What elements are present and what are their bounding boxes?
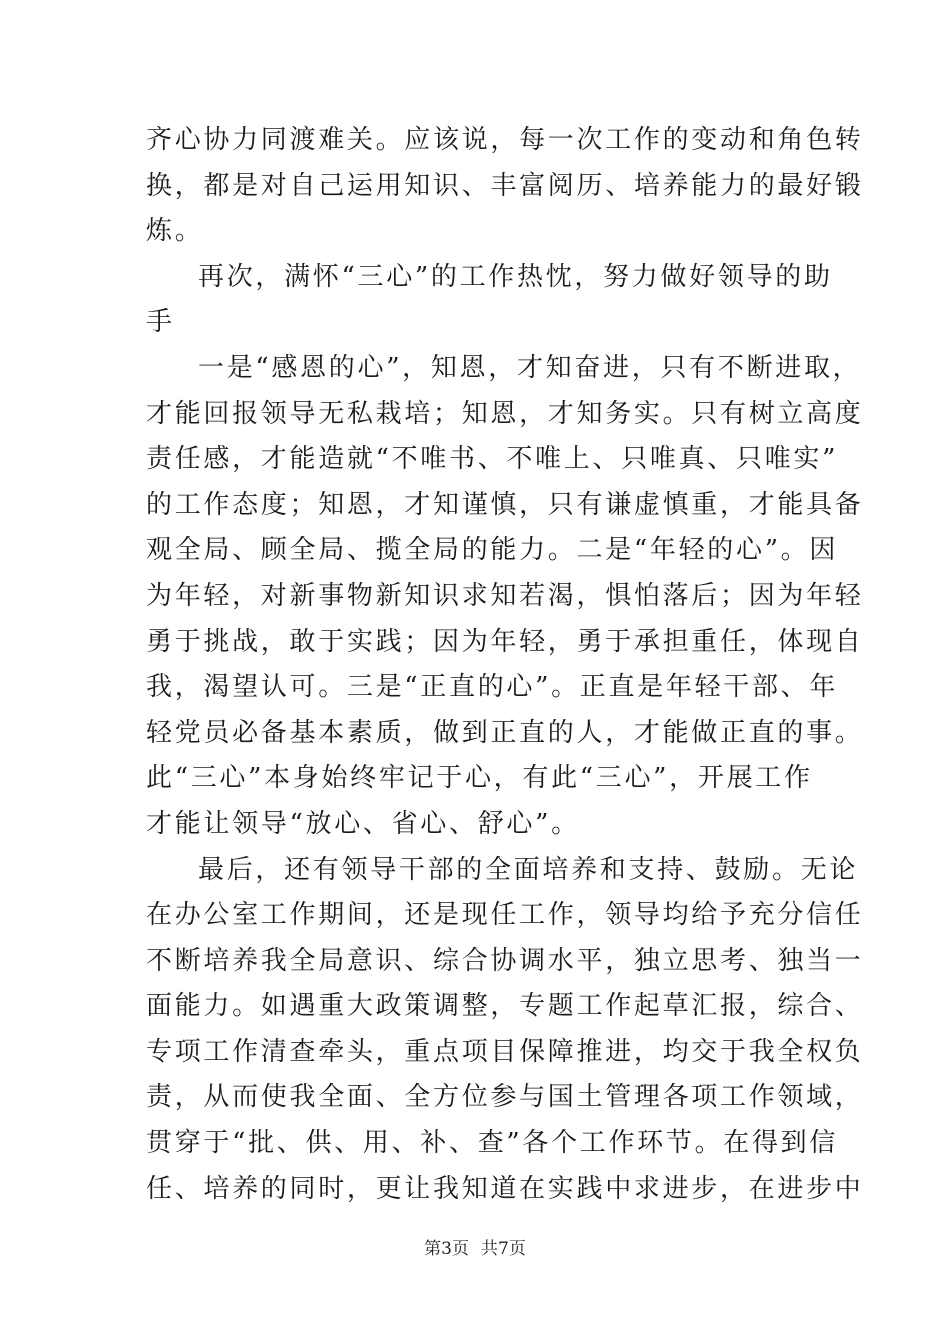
text-line: 勇于挑战，敢于实践；因为年轻，勇于承担重任，体现自	[146, 626, 864, 657]
text-line: 才能回报领导无私栽培；知恩，才知务实。只有树立高度	[146, 398, 864, 429]
text-line: 轻党员必备基本素质，做到正直的人，才能做正直的事。	[146, 717, 864, 748]
text-line: 为年轻，对新事物新知识求知若渴，惧怕落后；因为年轻	[146, 580, 864, 611]
text-line: 的工作态度；知恩，才知谨慎，只有谦虚慎重，才能具备	[146, 489, 864, 520]
text-line: 此“三心”本身始终牢记于心，有此“三心”，开展工作	[146, 763, 813, 794]
text-line: 炼。	[146, 216, 204, 247]
text-line: 最后，还有领导干部的全面培养和支持、鼓励。无论	[198, 854, 859, 885]
text-line: 再次，满怀“三心”的工作热忱，努力做好领导的助	[198, 261, 833, 292]
text-line: 手	[146, 307, 175, 338]
text-line: 一是“感恩的心”，知恩，才知奋进，只有不断进取，	[198, 352, 862, 383]
text-line: 不断培养我全局意识、综合协调水平，独立思考、独当一	[146, 945, 864, 976]
document-body	[146, 118, 864, 1212]
text-line: 齐心协力同渡难关。应该说，每一次工作的变动和角色转	[146, 125, 864, 155]
text-line: 观全局、顾全局、揽全局的能力。二是“年轻的心”。因	[146, 535, 839, 566]
text-line: 专项工作清查牵头，重点项目保障推进，均交于我全权负	[146, 1036, 864, 1067]
text-line: 才能让领导“放心、省心、舒心”。	[146, 808, 580, 839]
page-number: 第3页	[424, 1239, 469, 1259]
text-line: 面能力。如遇重大政策调整，专题工作起草汇报，综合、	[146, 991, 864, 1022]
text-line: 任、培养的同时，更让我知道在实践中求进步，在进步中	[146, 1173, 864, 1204]
text-line: 换，都是对自己运用知识、丰富阅历、培养能力的最好锻	[146, 170, 864, 201]
text-line: 责，从而使我全面、全方位参与国土管理各项工作领域，	[146, 1082, 864, 1113]
text-line: 在办公室工作期间，还是现任工作，领导均给予充分信任	[146, 900, 864, 931]
text-line: 贯穿于“批、供、用、补、查”各个工作环节。在得到信	[146, 1128, 839, 1159]
page-total: 共7页	[481, 1239, 526, 1259]
text-line: 责任感，才能造就“不唯书、不唯上、只唯真、只唯实”	[146, 444, 839, 475]
text-line: 我，渴望认可。三是“正直的心”。正直是年轻干部、年	[146, 672, 839, 703]
page-footer	[0, 1237, 950, 1261]
